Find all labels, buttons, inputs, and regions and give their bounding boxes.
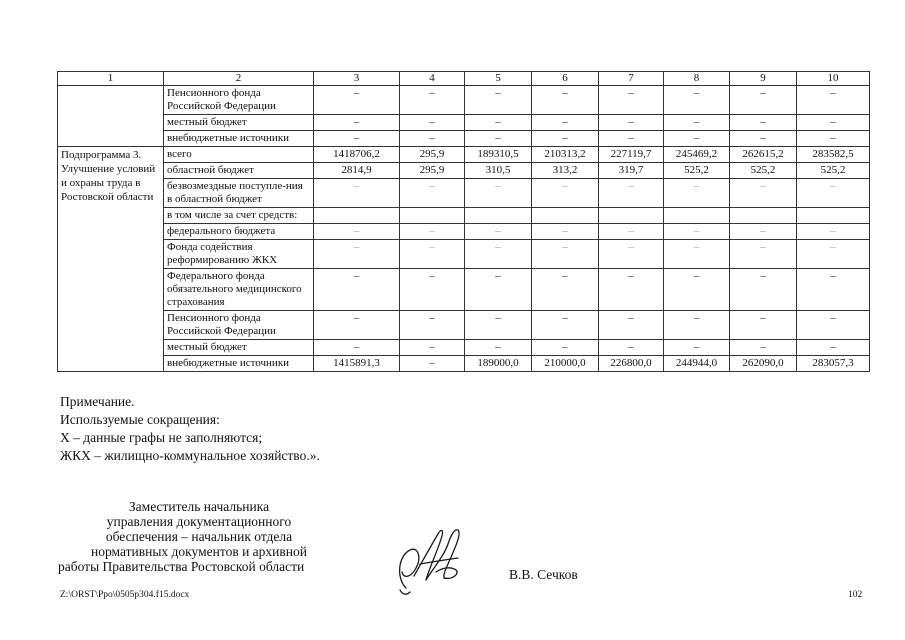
value-cell: 295,9 (400, 163, 465, 179)
value-cell: – (797, 240, 870, 269)
value-cell: – (532, 179, 599, 208)
value-cell: 1418706,2 (314, 147, 400, 163)
value-cell: – (664, 224, 730, 240)
file-path: Z:\ORST\Ppo\0505p304.f15.docx (60, 590, 190, 600)
value-cell: – (664, 179, 730, 208)
value-cell: – (400, 224, 465, 240)
program-name-cell: Подпрограмма 3. Улучшение условий и охраны труда в Ростовской области (58, 147, 164, 372)
table-row (58, 224, 870, 240)
table-body (58, 86, 870, 372)
source-cell: областной бюджет (164, 163, 314, 179)
value-cell: 244944,0 (664, 356, 730, 372)
value-cell: – (400, 269, 465, 311)
value-cell (400, 208, 465, 224)
value-cell: 525,2 (664, 163, 730, 179)
value-cell: – (599, 115, 664, 131)
value-cell: – (797, 269, 870, 311)
handwritten-signature (392, 520, 470, 603)
value-cell: – (730, 179, 797, 208)
signatory-title-line: работы Правительства Ростовской области (58, 559, 305, 574)
value-cell: – (797, 131, 870, 147)
notes-section (60, 393, 320, 465)
table-row (58, 356, 870, 372)
table-row (58, 147, 870, 163)
value-cell: 319,7 (599, 163, 664, 179)
table-row (58, 311, 870, 340)
value-cell: – (532, 311, 599, 340)
notes-heading: Примечание. (60, 394, 135, 409)
value-cell: – (730, 269, 797, 311)
value-cell: 310,5 (465, 163, 532, 179)
value-cell: – (314, 179, 400, 208)
table-row (58, 340, 870, 356)
signatory-title-line: нормативных документов и архивной (91, 544, 307, 559)
value-cell: 210000,0 (532, 356, 599, 372)
value-cell: – (797, 115, 870, 131)
value-cell: 283057,3 (797, 356, 870, 372)
value-cell: – (730, 115, 797, 131)
value-cell: – (730, 240, 797, 269)
signer-name: В.В. Сечков (509, 567, 578, 582)
value-cell: – (664, 269, 730, 311)
funding-table (57, 71, 870, 372)
table-row (58, 86, 870, 115)
col-header: 3 (314, 72, 400, 86)
col-header: 6 (532, 72, 599, 86)
value-cell: – (465, 311, 532, 340)
value-cell: 262615,2 (730, 147, 797, 163)
signatory-title-line: обеспечения – начальник отдела (105, 529, 293, 544)
value-cell: – (599, 269, 664, 311)
value-cell: – (664, 115, 730, 131)
signatory-title-line: управления документационного (106, 514, 292, 529)
program-cell-empty (58, 86, 164, 147)
notes-intro: Используемые сокращения: (60, 412, 220, 427)
value-cell: – (797, 179, 870, 208)
value-cell: – (532, 340, 599, 356)
value-cell: – (532, 224, 599, 240)
value-cell: 283582,5 (797, 147, 870, 163)
table-row (58, 115, 870, 131)
value-cell: – (599, 240, 664, 269)
value-cell: – (797, 311, 870, 340)
value-cell (465, 208, 532, 224)
source-cell: всего (164, 147, 314, 163)
value-cell: – (314, 269, 400, 311)
value-cell: – (664, 131, 730, 147)
value-cell: 313,2 (532, 163, 599, 179)
value-cell: – (599, 131, 664, 147)
source-cell: безвозмездные поступле-ния в областной бюджет (164, 179, 314, 208)
page-number: 102 (848, 590, 863, 600)
table-row (58, 208, 870, 224)
value-cell: 226800,0 (599, 356, 664, 372)
value-cell: – (797, 224, 870, 240)
signatory-title (58, 499, 340, 574)
value-cell: 189310,5 (465, 147, 532, 163)
source-cell: Пенсионного фонда Российской Федерации (164, 86, 314, 115)
value-cell: 525,2 (797, 163, 870, 179)
col-header: 1 (58, 72, 164, 86)
value-cell (532, 208, 599, 224)
value-cell: – (532, 115, 599, 131)
value-cell (314, 208, 400, 224)
value-cell: – (664, 311, 730, 340)
value-cell: – (664, 86, 730, 115)
value-cell: – (314, 340, 400, 356)
source-cell: внебюджетные источники (164, 356, 314, 372)
source-cell: местный бюджет (164, 115, 314, 131)
table-row (58, 269, 870, 311)
value-cell: – (465, 240, 532, 269)
value-cell: – (797, 340, 870, 356)
value-cell: – (314, 311, 400, 340)
value-cell: 189000,0 (465, 356, 532, 372)
value-cell: – (465, 340, 532, 356)
value-cell: – (465, 224, 532, 240)
value-cell: – (314, 131, 400, 147)
value-cell: 295,9 (400, 147, 465, 163)
value-cell: – (599, 311, 664, 340)
value-cell: – (400, 86, 465, 115)
value-cell: 227119,7 (599, 147, 664, 163)
value-cell: – (599, 179, 664, 208)
source-cell: Пенсионного фонда Российской Федерации (164, 311, 314, 340)
value-cell: – (400, 131, 465, 147)
notes-line: ЖКХ – жилищно-коммунальное хозяйство.». (60, 448, 320, 463)
value-cell: – (664, 240, 730, 269)
col-header: 7 (599, 72, 664, 86)
value-cell: – (730, 86, 797, 115)
value-cell: – (599, 86, 664, 115)
notes-line: Х – данные графы не заполняются; (60, 430, 263, 445)
value-cell: – (797, 86, 870, 115)
value-cell (664, 208, 730, 224)
header-row (58, 72, 870, 86)
value-cell: – (314, 115, 400, 131)
value-cell: – (314, 86, 400, 115)
value-cell: – (599, 224, 664, 240)
col-header: 4 (400, 72, 465, 86)
value-cell: – (730, 131, 797, 147)
value-cell: – (465, 131, 532, 147)
col-header: 10 (797, 72, 870, 86)
value-cell: – (664, 340, 730, 356)
source-cell: внебюджетные источники (164, 131, 314, 147)
value-cell: 1415891,3 (314, 356, 400, 372)
value-cell: – (400, 311, 465, 340)
value-cell: – (532, 269, 599, 311)
table-row (58, 179, 870, 208)
value-cell: 525,2 (730, 163, 797, 179)
col-header: 2 (164, 72, 314, 86)
value-cell (797, 208, 870, 224)
value-cell: – (532, 86, 599, 115)
table-row (58, 131, 870, 147)
value-cell: – (532, 240, 599, 269)
value-cell: – (730, 311, 797, 340)
value-cell: 262090,0 (730, 356, 797, 372)
value-cell: – (532, 131, 599, 147)
col-header: 9 (730, 72, 797, 86)
value-cell (599, 208, 664, 224)
funding-table-container (57, 71, 869, 372)
value-cell: – (400, 115, 465, 131)
source-cell: федерального бюджета (164, 224, 314, 240)
table-row (58, 163, 870, 179)
value-cell: – (465, 86, 532, 115)
value-cell: – (730, 340, 797, 356)
source-cell: в том числе за счет средств: (164, 208, 314, 224)
value-cell: – (465, 269, 532, 311)
value-cell: 245469,2 (664, 147, 730, 163)
value-cell: 2814,9 (314, 163, 400, 179)
value-cell: – (465, 115, 532, 131)
value-cell: – (400, 340, 465, 356)
value-cell: – (400, 240, 465, 269)
source-cell: Федерального фонда обязательного медицинского страхования (164, 269, 314, 311)
value-cell: – (465, 179, 532, 208)
col-header: 5 (465, 72, 532, 86)
table-row (58, 240, 870, 269)
value-cell: – (400, 356, 465, 372)
value-cell: – (400, 179, 465, 208)
value-cell: – (314, 240, 400, 269)
value-cell: – (599, 340, 664, 356)
value-cell: – (314, 224, 400, 240)
source-cell: Фонда содействия реформированию ЖКХ (164, 240, 314, 269)
value-cell: – (730, 224, 797, 240)
signatory-title-line: Заместитель начальника (128, 499, 270, 514)
col-header: 8 (664, 72, 730, 86)
value-cell: 210313,2 (532, 147, 599, 163)
value-cell (730, 208, 797, 224)
source-cell: местный бюджет (164, 340, 314, 356)
